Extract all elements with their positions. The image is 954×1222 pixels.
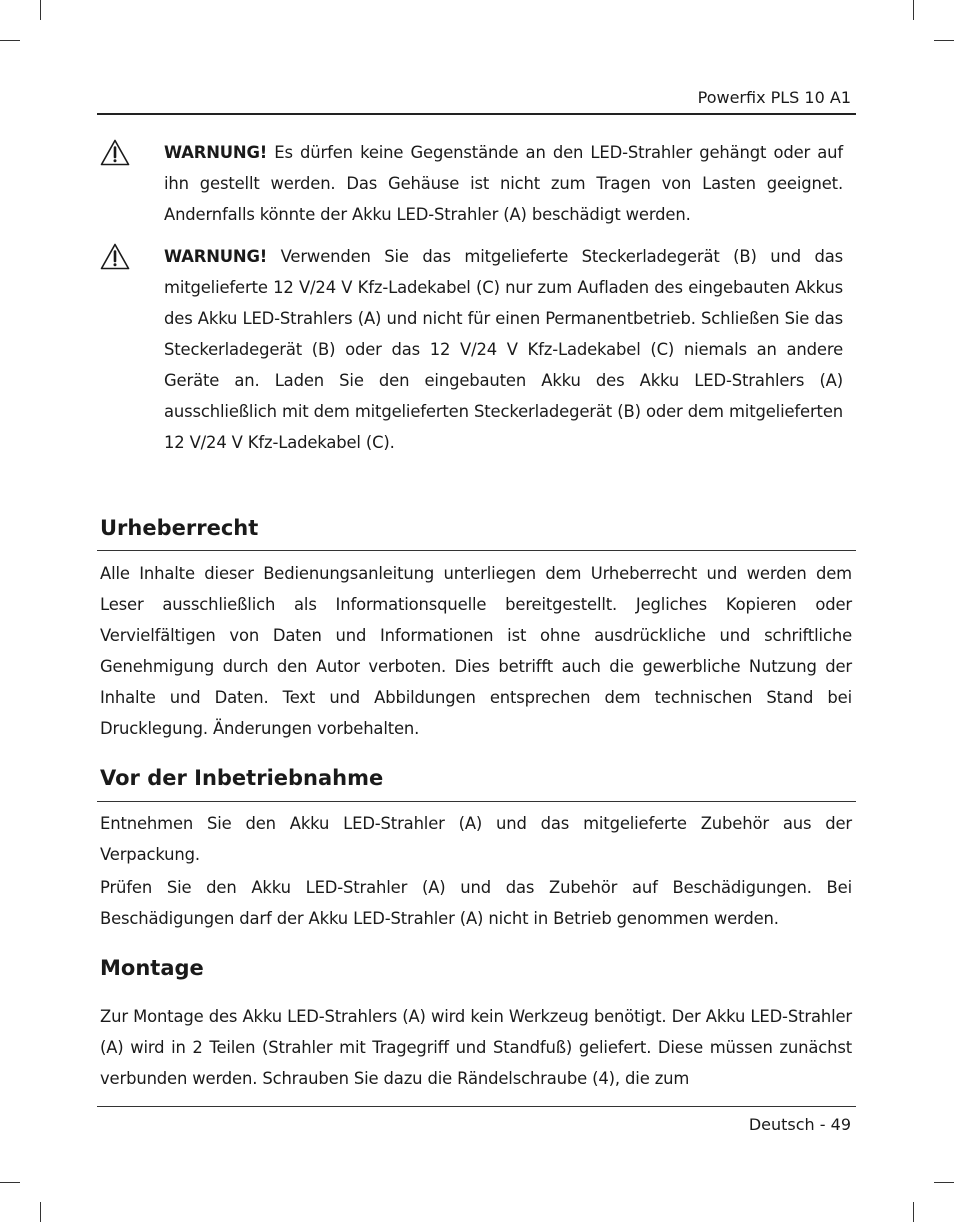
warning-body: Verwenden Sie das mitgelieferte Steckerladegerät (B) und das mitgelieferte 12 V/24 V Kfz-Ladekabel (C) nur zum Aufladen des eingebauten Akkus des Akku LED-Strahlers (A) und nicht für einen Permanentbetrieb. Schließen Sie das Steckerladegerät (B) oder das 12 V/24 V Kfz-Ladekabel (C) niemals an andere Geräte an. Laden Sie den eingebauten Akku des Akku LED-Strahlers (A) ausschließlich mit dem mitgelieferten Steckerladegerät (B) oder dem mitgelieferten 12 V/24 V Kfz-Ladekabel (C).	[164, 247, 844, 452]
crop-mark	[0, 40, 20, 41]
footer-divider	[97, 1106, 856, 1107]
page-footer-label: Deutsch - 49	[748, 1115, 851, 1134]
warning-block	[100, 137, 843, 230]
page-header-title: Powerfix PLS 10 A1	[697, 88, 851, 107]
crop-mark	[913, 1202, 914, 1222]
paragraph-inbetriebnahme-2: Prüfen Sie den Akku LED-Strahler (A) und das Zubehör auf Beschädigungen. Bei Beschädigungen darf der Akku LED-Strahler (A) nicht in Betrieb genommen werden.	[100, 878, 852, 928]
warning-body: Es dürfen keine Gegenstände an den LED-Strahler gehängt oder auf ihn gestellt werden. Das Gehäuse ist nicht zum Tragen von Lasten geeignet. Andernfalls könnte der Akku LED-Strahler (A) beschädigt werden.	[164, 143, 844, 224]
warning-text	[164, 137, 843, 230]
crop-mark	[0, 1182, 20, 1183]
crop-mark	[934, 1182, 954, 1183]
crop-mark	[40, 0, 41, 20]
section-title-montage: Montage	[100, 956, 204, 980]
crop-mark	[40, 1202, 41, 1222]
warning-triangle-icon	[100, 139, 130, 166]
paragraph-urheberrecht: Alle Inhalte dieser Bedienungsanleitung unterliegen dem Urheberrecht und werden dem Leser ausschließlich als Informationsquelle bereitgestellt. Jegliches Kopieren oder Vervielfältigen von Daten und Informationen ist ohne ausdrückliche und schriftliche Genehmigung durch den Autor verboten. Dies betrifft auch die gewerbliche Nutzung der Inhalte und Daten. Text und Abbildungen entsprechen dem technischen Stand bei Drucklegung. Änderungen vorbehalten.	[100, 564, 852, 738]
paragraph-montage: Zur Montage des Akku LED-Strahlers (A) wird kein Werkzeug benötigt. Der Akku LED-Strahler (A) wird in 2 Teilen (Strahler mit Tragegriff und Standfuß) geliefert. Diese müssen zunächst verbunden werden. Schrauben Sie dazu die Rändelschraube (4), die zum	[100, 1007, 852, 1088]
crop-mark	[913, 0, 914, 20]
section-title-urheberrecht: Urheberrecht	[100, 516, 259, 540]
warning-block	[100, 241, 843, 458]
section-title-inbetriebnahme: Vor der Inbetriebnahme	[100, 766, 384, 790]
warning-text	[164, 241, 843, 458]
warning-triangle-icon	[100, 243, 130, 270]
warning-label: WARNUNG!	[164, 143, 268, 162]
header-divider	[97, 113, 856, 115]
crop-mark	[934, 40, 954, 41]
section-divider	[97, 550, 856, 551]
section-divider	[97, 801, 856, 802]
warning-label: WARNUNG!	[164, 247, 268, 266]
paragraph-inbetriebnahme-1: Entnehmen Sie den Akku LED-Strahler (A) und das mitgelieferte Zubehör aus der Verpackung.	[100, 814, 852, 864]
